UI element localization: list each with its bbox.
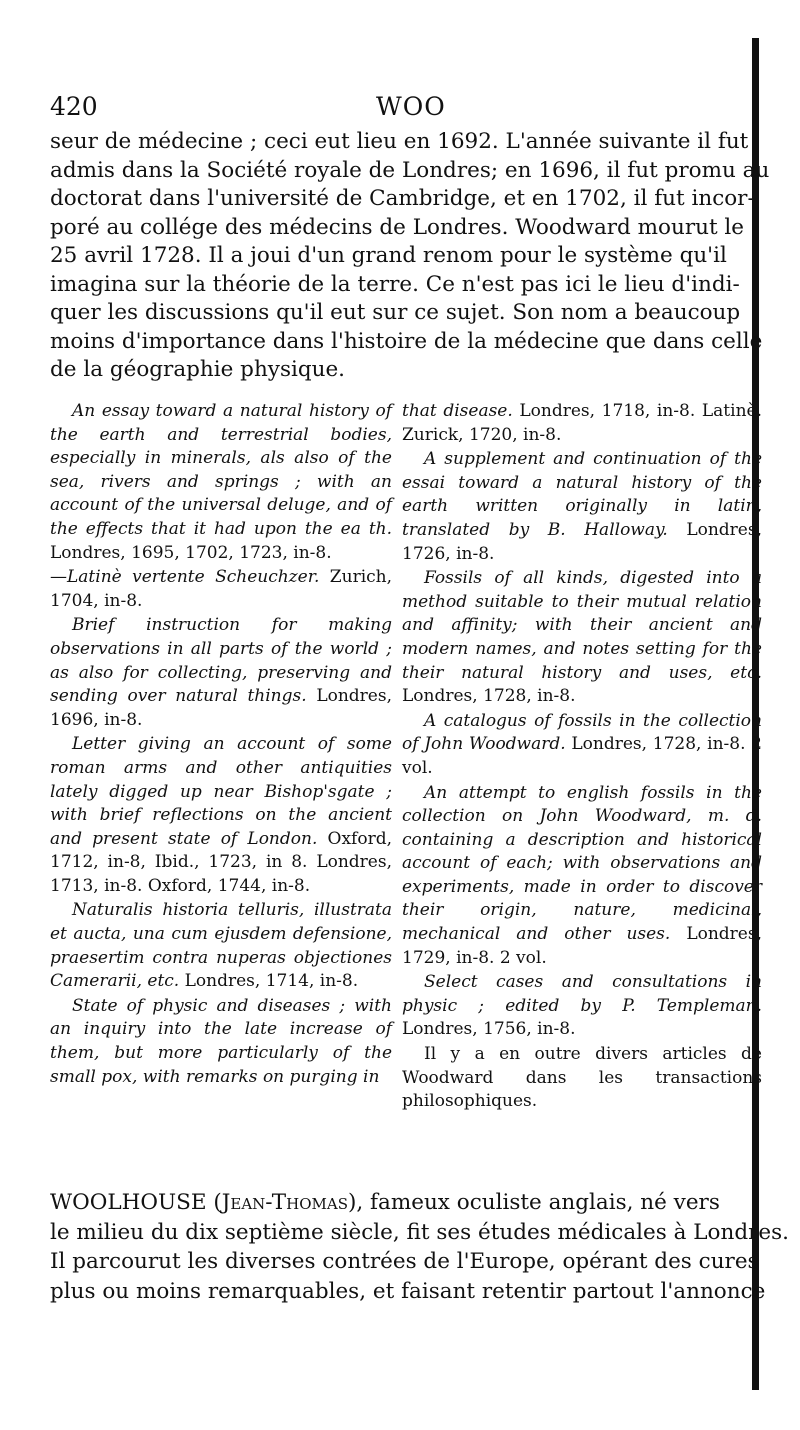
intro-line: quer les discussions qu'il eut sur ce sujet. Son nom a beaucoup bbox=[50, 300, 741, 325]
bibliography-entry: that disease. Londres, 1718, in-8. Latinè. Zurick, 1720, in-8. bbox=[402, 401, 762, 445]
woolhouse-line: le milieu du dix septième siècle, fit ses études médicales à Londres. bbox=[50, 1219, 789, 1245]
bibliography-right-column bbox=[402, 400, 762, 1115]
bibliography-note: Il y a en outre divers articles de Woodward dans les transactions philosophiques. bbox=[402, 1044, 762, 1112]
bibliography-left-column bbox=[50, 400, 392, 1090]
woolhouse-line: plus ou moins remarquables, et faisant retentir partout l'annonce bbox=[50, 1278, 766, 1304]
entry-headword: WOOLHOUSE bbox=[50, 1190, 207, 1215]
bibliography-entry: Letter giving an account of some roman arms and other antiquities lately digged up near Bishop'sgate ; with brief reflections on the ancient and present state of London. Oxford, 1712, in-8, Ibid., 1723, in 8. Londres, 1713, in-8. Oxford, 1744, in-8. bbox=[50, 734, 392, 896]
intro-line: admis dans la Société royale de Londres; en 1696, il fut promu au bbox=[50, 157, 770, 183]
bibliography-entry: A catalogus of fossils in the collection of John Woodward. Londres, 1728, in-8. 2 vol. bbox=[402, 710, 762, 778]
intro-line: 25 avril 1728. Il a joui d'un grand renom pour le système qu'il bbox=[50, 243, 727, 268]
bibliography-entry: Brief instruction for making observations in all parts of the world ; as also for collecting, preserving and sending over natural things. Londres, 1696, in-8. bbox=[50, 615, 392, 730]
entry-given-names: Jean-Thomas bbox=[221, 1190, 348, 1215]
intro-line: poré au collége des médecins de Londres. Woodward mourut le bbox=[50, 214, 745, 240]
intro-line: moins d'importance dans l'histoire de la médecine que dans celle bbox=[50, 328, 763, 354]
woolhouse-line: Il parcourut les diverses contrées de l'Europe, opérant des cures bbox=[50, 1249, 759, 1274]
bibliography-entry: A supplement and continuation of the essai toward a natural history of the earth written originally in latin, translated by B. Halloway. Londres, 1726, in-8. bbox=[402, 449, 762, 564]
bibliography-entry: An essay toward a natural history of the earth and terrestrial bodies, especially in minerals, als also of the sea, rivers and springs ; with an account of the universal deluge, and of the effects that it had upon the ea th. Londres, 1695, 1702, 1723, in-8. bbox=[50, 401, 392, 563]
intro-line: seur de médecine ; ceci eut lieu en 1692. L'année suivante il fut bbox=[50, 129, 749, 154]
bibliography-entry: State of physic and diseases ; with an inquiry into the late increase of them, but more particularly of the small pox, with remarks on purging in bbox=[50, 995, 392, 1087]
bibliography-entry: Select cases and consultations in physic ; edited by P. Templeman. Londres, 1756, in-8. bbox=[402, 972, 762, 1040]
bibliography-entry: Fossils of all kinds, digested into a method suitable to their mutual relation and affinity; with their ancient and modern names, and notes setting for the their natural history and uses, etc. Londres, 1728, in-8. bbox=[402, 568, 762, 707]
page-number: 420 bbox=[50, 92, 98, 121]
intro-line: imagina sur la théorie de la terre. Ce n'est pas ici le lieu d'indi- bbox=[50, 271, 740, 297]
intro-line: doctorat dans l'université de Cambridge, et en 1702, il fut incor- bbox=[50, 186, 755, 211]
bibliography-entry: —Latinè vertente Scheuchzer. Zurich, 1704, in-8. bbox=[50, 567, 393, 611]
bibliography-entry: An attempt to english fossils in the collection on John Woodward, m. d. containing a description and historical account of each; with observations and experiments, made in order to discover their origin, nature, medicinal, mechanical and other uses. Londres, 1729, in-8. 2 vol. bbox=[402, 782, 762, 968]
running-head: WOO bbox=[376, 92, 446, 121]
intro-paragraph bbox=[50, 128, 770, 385]
intro-line: de la géographie physique. bbox=[50, 357, 346, 382]
woolhouse-entry bbox=[50, 1188, 789, 1306]
woolhouse-first-line: WOOLHOUSE (Jean-Thomas), fameux oculiste anglais, né vers bbox=[50, 1190, 720, 1215]
bibliography-entry: Naturalis historia telluris, illustrata et aucta, una cum ejusdem defensione, praesertim contra nuperas objectiones Camerarii, etc. Londres, 1714, in-8. bbox=[50, 900, 392, 992]
